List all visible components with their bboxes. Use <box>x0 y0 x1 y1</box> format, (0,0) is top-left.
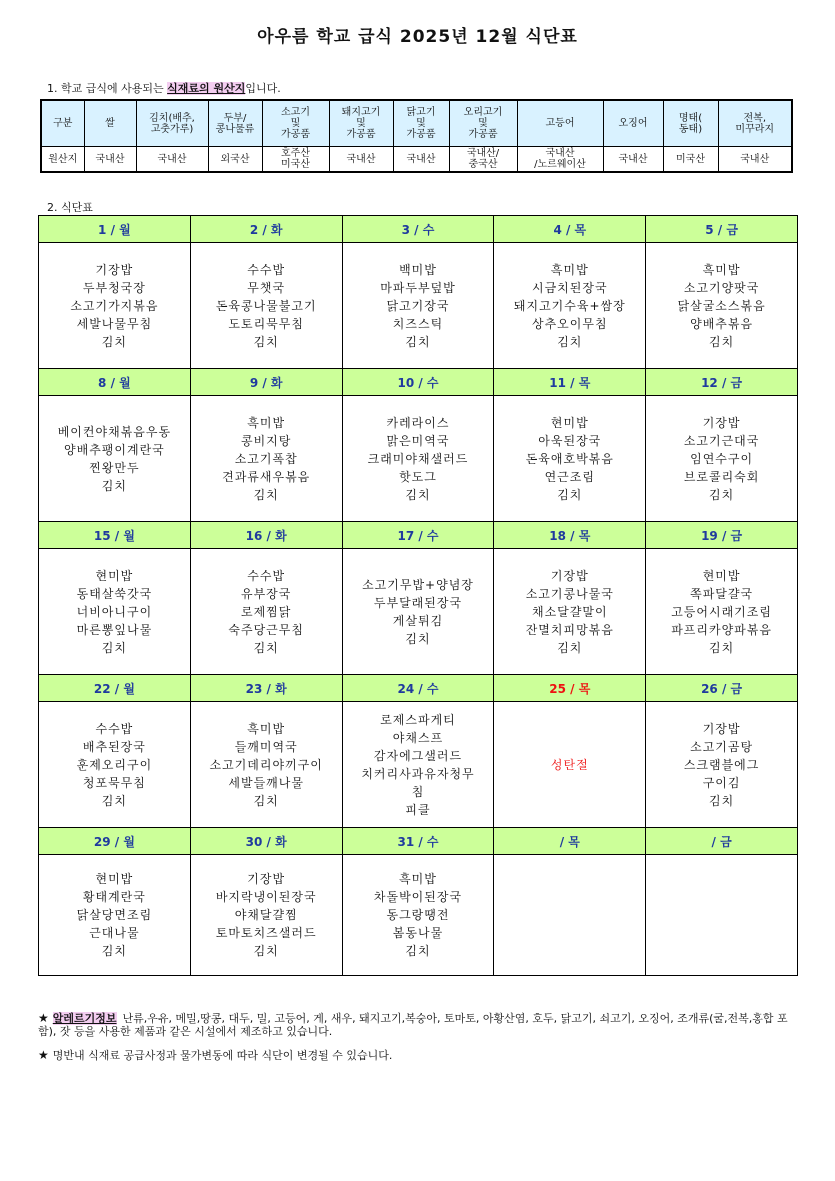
menu-item: 김치 <box>101 944 127 958</box>
origin-header-cell: 두부/ 콩나물류 <box>208 100 262 147</box>
menu-item: 김치 <box>253 793 279 808</box>
menu-item: 김치 <box>101 793 127 808</box>
menu-cell <box>39 702 191 828</box>
menu-item: 흑미밥 <box>550 262 589 277</box>
menu-item: 마파두부덮밥 <box>380 280 456 295</box>
day-header: 5 / 금 <box>646 216 798 243</box>
menu-item: 황태계란국 <box>82 890 146 904</box>
menu-item: 치커리사과유자청무 <box>361 766 475 781</box>
origin-table <box>40 99 793 173</box>
menu-cell <box>190 855 342 976</box>
menu-item: 연근조림 <box>544 469 595 484</box>
menu-item: 돼지고기수육+쌈장 <box>513 298 626 313</box>
menu-cell <box>646 243 798 369</box>
menu-item: 김치 <box>405 631 431 646</box>
menu-item: 김치 <box>557 640 583 655</box>
menu-item: 흑미밥 <box>399 872 437 886</box>
day-header: 9 / 화 <box>190 369 342 396</box>
allergy-text: 난류,우유, 메밀,땅콩, 대두, 밀, 고등어, 게, 새우, 돼지고기,복숭아, 토마토, 아황산염, 호두, 닭고기, 쇠고기, 오징어, 조개류(굴,전복,홍합 포함), 잣 등을 사용한 제품과 같은 시설에서 제조하고 있습니다. <box>38 1012 788 1038</box>
menu-cell <box>190 396 342 522</box>
origin-value-cell: 국내산 <box>329 147 393 173</box>
origin-value-cell: 국내산 <box>393 147 449 173</box>
origin-header-cell: 명태( 동태) <box>663 100 718 147</box>
origin-header-row <box>41 100 792 147</box>
menu-item: 청포묵무침 <box>82 775 146 790</box>
day-header: 17 / 수 <box>342 522 494 549</box>
menu-item: 수수밥 <box>95 721 134 736</box>
menu-item: 피클 <box>405 802 431 817</box>
menu-item: 소고기가지볶음 <box>70 298 159 313</box>
day-header-row <box>39 522 798 549</box>
menu-item: 바지락냉이된장국 <box>215 890 317 904</box>
origin-value-cell: 원산지 <box>41 147 84 173</box>
menu-cell <box>190 243 342 369</box>
menu-cell <box>342 243 494 369</box>
menu-item: 견과류새우볶음 <box>222 469 311 484</box>
origin-value-cell: 국내산 <box>84 147 136 173</box>
menu-cell <box>39 549 191 675</box>
origin-value-cell: 국내산 /노르웨이산 <box>517 147 603 173</box>
menu-table <box>38 215 798 976</box>
menu-item: 현미밥 <box>702 568 741 583</box>
origin-header-cell: 닭고기 및 가공품 <box>393 100 449 147</box>
menu-item: 소고기무밥+양념장 <box>362 577 474 592</box>
menu-item: 양배추팽이계란국 <box>64 442 165 457</box>
menu-item: 훈제오리구이 <box>76 757 153 772</box>
section-menu-heading: 2. 식단표 <box>47 201 93 214</box>
day-header: 1 / 월 <box>39 216 191 243</box>
menu-item: 감자에그샐러드 <box>373 748 463 763</box>
menu-cell <box>342 549 494 675</box>
menu-cell <box>646 396 798 522</box>
menu-item: 세발나물무침 <box>76 316 153 331</box>
star-icon: ★ <box>38 1011 49 1025</box>
menu-row <box>39 243 798 369</box>
menu-item: 동태살쑥갓국 <box>76 586 153 601</box>
menu-cell <box>494 396 646 522</box>
menu-item: 김치 <box>709 334 735 349</box>
menu-item: 흑미밥 <box>702 262 741 277</box>
day-header: 22 / 월 <box>39 675 191 702</box>
menu-item: 상추오이무침 <box>532 316 608 331</box>
menu-cell <box>494 702 646 828</box>
menu-item: 봄동나물 <box>392 926 444 940</box>
menu-item: 시금치된장국 <box>532 280 608 295</box>
menu-item: 김치 <box>253 487 279 502</box>
menu-item: 마른뽕잎나물 <box>76 622 153 637</box>
menu-item: 김치 <box>101 478 127 493</box>
section-origin-suffix: 입니다. <box>245 82 281 95</box>
menu-item: 수수밥 <box>247 568 286 583</box>
day-header: 18 / 목 <box>494 522 646 549</box>
day-header: 11 / 목 <box>494 369 646 396</box>
menu-cell <box>646 702 798 828</box>
change-note <box>38 1049 392 1062</box>
day-header: 26 / 금 <box>646 675 798 702</box>
menu-item: 너비아니구이 <box>76 604 153 619</box>
menu-cell <box>39 396 191 522</box>
menu-item: 소고기근대국 <box>683 433 760 448</box>
menu-item: 고등어시래기조림 <box>671 604 772 619</box>
section-origin-heading <box>47 80 281 96</box>
menu-cell <box>494 549 646 675</box>
day-header: 10 / 수 <box>342 369 494 396</box>
menu-item: 임연수구이 <box>690 451 754 466</box>
day-header: 12 / 금 <box>646 369 798 396</box>
origin-value-cell: 국내산 <box>136 147 208 173</box>
menu-item: 야채스프 <box>392 730 444 745</box>
day-header: 3 / 수 <box>342 216 494 243</box>
menu-item: 무챗국 <box>247 280 286 295</box>
menu-cell <box>646 855 798 976</box>
day-header: / 목 <box>494 828 646 855</box>
origin-header-cell: 오징어 <box>603 100 663 147</box>
day-header: 30 / 화 <box>190 828 342 855</box>
menu-item: 김치 <box>709 640 735 655</box>
menu-item: 백미밥 <box>399 262 437 277</box>
menu-item: 배추된장국 <box>82 739 146 754</box>
day-header: 24 / 수 <box>342 675 494 702</box>
menu-item: 김치 <box>557 487 583 502</box>
menu-item: 김치 <box>101 334 127 349</box>
origin-header-cell: 전복, 미꾸라지 <box>718 100 792 147</box>
menu-item: 김치 <box>253 640 279 655</box>
holiday-label: 성탄절 <box>550 757 589 772</box>
menu-item: 현미밥 <box>550 415 589 430</box>
menu-item: 유부장국 <box>241 586 292 601</box>
menu-item: 닭살굴소스볶음 <box>677 298 766 313</box>
menu-cell <box>646 549 798 675</box>
menu-item: 숙주당근무침 <box>228 622 304 637</box>
day-header-row <box>39 828 798 855</box>
origin-value-cell: 미국산 <box>663 147 718 173</box>
menu-item: 파프리카양파볶음 <box>671 622 772 637</box>
day-header-row <box>39 216 798 243</box>
menu-cell <box>39 855 191 976</box>
menu-item: 도토리묵무침 <box>228 316 304 331</box>
menu-item: 수수밥 <box>247 262 286 277</box>
menu-item: 크래미야채샐러드 <box>367 451 469 466</box>
menu-cell <box>39 243 191 369</box>
menu-item: 근대나물 <box>89 926 140 940</box>
origin-header-cell: 소고기 및 가공품 <box>262 100 329 147</box>
day-header-row <box>39 675 798 702</box>
day-header: 29 / 월 <box>39 828 191 855</box>
menu-cell <box>190 549 342 675</box>
menu-item: 핫도그 <box>399 469 437 484</box>
menu-item: 야채달걀찜 <box>234 908 298 922</box>
day-header: 8 / 월 <box>39 369 191 396</box>
menu-item: 세발들깨나물 <box>228 775 304 790</box>
allergy-label: 알레르기정보 <box>52 1012 117 1025</box>
menu-item: 김치 <box>709 793 735 808</box>
menu-item: 기장밥 <box>247 872 286 886</box>
menu-item: 쪽파달걀국 <box>690 586 754 601</box>
menu-item: 베이컨야채볶음우동 <box>57 424 172 439</box>
menu-item: 소고기곰탕 <box>690 739 754 754</box>
menu-item: 채소달걀말이 <box>532 604 608 619</box>
origin-header-cell: 돼지고기 및 가공품 <box>329 100 393 147</box>
section-origin-prefix: 1. 학교 급식에 사용되는 <box>47 82 168 95</box>
menu-cell <box>190 702 342 828</box>
menu-item: 김치 <box>253 334 279 349</box>
menu-item: 김치 <box>709 487 735 502</box>
menu-row <box>39 855 798 976</box>
menu-item: 구이김 <box>702 775 741 790</box>
menu-item: 로제찜닭 <box>241 604 292 619</box>
menu-item: 두부청국장 <box>82 280 146 295</box>
menu-item: 찐왕만두 <box>89 460 140 475</box>
menu-item: 김치 <box>405 944 431 958</box>
menu-item: 돈육애호박볶음 <box>525 451 614 466</box>
menu-item: 차돌박이된장국 <box>373 890 463 904</box>
menu-item: 김치 <box>405 487 431 502</box>
menu-item: 닭살당면조림 <box>76 908 153 922</box>
menu-item: 돈육콩나물불고기 <box>215 298 317 313</box>
menu-item: 콩비지탕 <box>241 433 292 448</box>
menu-item: 소고기폭찹 <box>234 451 298 466</box>
menu-item: 소고기데리야끼구이 <box>209 757 323 772</box>
menu-item: 기장밥 <box>702 415 741 430</box>
menu-item: 치즈스틱 <box>392 316 444 331</box>
menu-item: 로제스파게티 <box>380 712 456 727</box>
menu-cell <box>494 243 646 369</box>
day-header: 25 / 목 <box>494 675 646 702</box>
menu-cell <box>342 396 494 522</box>
day-header: 2 / 화 <box>190 216 342 243</box>
menu-item: 김치 <box>557 334 583 349</box>
origin-header-cell: 고등어 <box>517 100 603 147</box>
menu-item: 토마토치즈샐러드 <box>215 926 317 940</box>
menu-item: 게살튀김 <box>392 613 444 628</box>
menu-item: 현미밥 <box>95 568 134 583</box>
menu-item: 소고기콩나물국 <box>525 586 614 601</box>
menu-item: 닭고기장국 <box>386 298 450 313</box>
menu-item: 기장밥 <box>95 262 134 277</box>
origin-value-cell: 호주산 미국산 <box>262 147 329 173</box>
change-text: 명반내 식재료 공급사정과 물가변동에 따라 식단이 변경될 수 있습니다. <box>52 1049 393 1062</box>
origin-value-row <box>41 147 792 173</box>
origin-value-cell: 국내산 <box>603 147 663 173</box>
menu-item: 맑은미역국 <box>386 433 450 448</box>
origin-header-cell: 쌀 <box>84 100 136 147</box>
menu-item: 현미밥 <box>95 872 134 886</box>
day-header: 15 / 월 <box>39 522 191 549</box>
menu-row <box>39 396 798 522</box>
section-origin-highlight: 식재료의 원산지 <box>167 82 246 95</box>
menu-item: 침 <box>411 784 425 799</box>
day-header: 16 / 화 <box>190 522 342 549</box>
menu-item: 두부달래된장국 <box>373 595 463 610</box>
page-title: 아우름 학교 급식 2025년 12월 식단표 <box>257 27 578 47</box>
menu-cell <box>342 855 494 976</box>
menu-cell <box>494 855 646 976</box>
menu-cell <box>342 702 494 828</box>
day-header: 19 / 금 <box>646 522 798 549</box>
menu-item: 김치 <box>101 640 127 655</box>
day-header: 4 / 목 <box>494 216 646 243</box>
day-header: 23 / 화 <box>190 675 342 702</box>
menu-item: 스크램블에그 <box>683 757 760 772</box>
origin-header-cell: 구분 <box>41 100 84 147</box>
menu-item: 기장밥 <box>702 721 741 736</box>
origin-value-cell: 국내산 <box>718 147 792 173</box>
menu-item: 소고기양팟국 <box>683 280 760 295</box>
menu-item: 김치 <box>253 944 279 958</box>
menu-item: 흑미밥 <box>247 415 286 430</box>
menu-item: 김치 <box>405 334 431 349</box>
menu-item: 브로콜리숙회 <box>683 469 760 484</box>
menu-item: 카레라이스 <box>386 415 450 430</box>
origin-header-cell: 김치(배추, 고춧가루) <box>136 100 208 147</box>
menu-row <box>39 702 798 828</box>
menu-item: 들깨미역국 <box>234 739 298 754</box>
origin-value-cell: 국내산/ 중국산 <box>449 147 517 173</box>
menu-item: 흑미밥 <box>247 721 286 736</box>
menu-item: 양배추볶음 <box>690 316 754 331</box>
star-icon: ★ <box>38 1048 49 1062</box>
origin-value-cell: 외국산 <box>208 147 262 173</box>
origin-header-cell: 오리고기 및 가공품 <box>449 100 517 147</box>
day-header-row <box>39 369 798 396</box>
allergy-note <box>38 1012 798 1038</box>
day-header: 31 / 수 <box>342 828 494 855</box>
menu-row <box>39 549 798 675</box>
day-header: / 금 <box>646 828 798 855</box>
menu-item: 동그랑땡전 <box>386 908 450 922</box>
menu-item: 잔멸치피망볶음 <box>525 622 614 637</box>
menu-item: 아욱된장국 <box>538 433 602 448</box>
menu-item: 기장밥 <box>550 568 589 583</box>
